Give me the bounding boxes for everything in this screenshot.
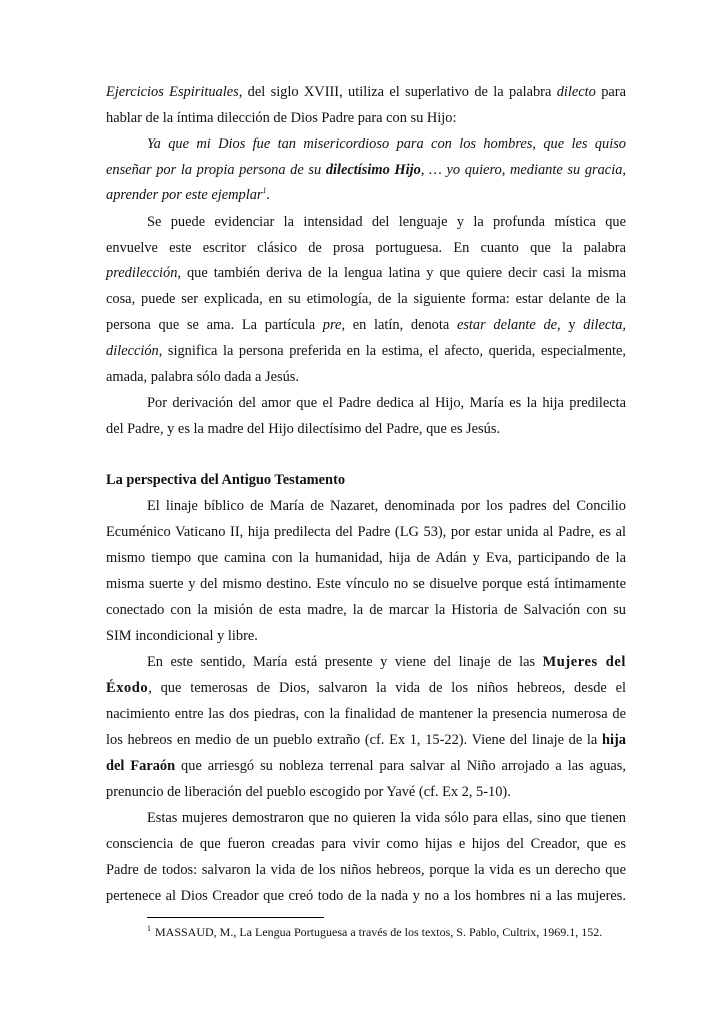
- footnote-number: 1: [147, 924, 151, 933]
- footnote-divider: [147, 917, 324, 918]
- paragraph-line: mismo tiempo que camina con la humanidad, hija de Adán y Eva, participando de la: [106, 550, 626, 566]
- paragraph-line: los hebreos en medio de un pueblo extraño (cf. Ex 1, 15-22). Viene del linaje de la hija: [106, 732, 626, 748]
- footnote: [147, 921, 602, 940]
- paragraph-line: misma suerte y del mismo destino. Este vínculo no se disuelve porque está íntimamente: [106, 576, 626, 592]
- paragraph-line: Se puede evidenciar la intensidad del lenguaje y la profunda mística que: [147, 214, 626, 230]
- paragraph-line: El linaje bíblico de María de Nazaret, denominada por los padres del Concilio: [147, 498, 626, 514]
- paragraph-line: Padre de todos: salvaron la vida de los niños hebreos, porque la vida es un derecho que: [106, 862, 626, 878]
- paragraph-line: prenuncio de liberación del pueblo escogido por Yavé (cf. Ex 2, 5-10).: [106, 784, 511, 800]
- paragraph-line: Éxodo, que temerosas de Dios, salvaron la vida de los niños hebreos, desde el: [106, 680, 626, 696]
- quote-line: enseñar por la propia persona de su dilectísimo Hijo, … yo quiero, mediante su gracia,: [106, 162, 626, 178]
- paragraph-line: predilección, que también deriva de la lengua latina y que quiere decir casi la misma: [106, 265, 626, 281]
- footnote-text: MASSAUD, M., La Lengua Portuguesa a través de los textos, S. Pablo, Cultrix, 1969.1, 152.: [155, 925, 603, 939]
- section-heading: La perspectiva del Antiguo Testamento: [106, 472, 346, 488]
- quote-line: Ya que mi Dios fue tan misericordioso para con los hombres, que les quiso: [147, 136, 626, 152]
- paragraph-line: pertenece al Dios Creador que creó todo de la nada y no a los hombres ni a las mujeres.: [106, 888, 626, 904]
- paragraph-line: del Padre, y es la madre del Hijo dilectísimo del Padre, que es Jesús.: [106, 421, 501, 437]
- paragraph-line: consciencia de que fueron creadas para vivir como hijas e hijos del Creador, que es: [106, 836, 626, 852]
- paragraph-line: nacimiento entre las dos piedras, con la finalidad de mantener la presencia numerosa de: [106, 706, 626, 722]
- paragraph-line: En este sentido, María está presente y viene del linaje de las Mujeres del: [147, 654, 626, 670]
- paragraph-line: persona que se ama. La partícula pre, en latín, denota estar delante de, y dilecta,: [106, 317, 627, 333]
- paragraph-line: SIM incondicional y libre.: [106, 628, 258, 644]
- paragraph-line: dilección, significa la persona preferida en la estima, el afecto, querida, especialmente,: [106, 343, 626, 359]
- paragraph-line: envuelve este escritor clásico de prosa portuguesa. En cuanto que la palabra: [106, 240, 626, 256]
- paragraph-line: Estas mujeres demostraron que no quieren la vida sólo para ellas, sino que tienen: [147, 810, 626, 826]
- quote-line: aprender por este ejemplar$^1$.: [106, 186, 271, 203]
- paragraph-line: Ecuménico Vaticano II, hija predilecta del Padre (LG 53), por estar unida al Padre, es al: [106, 524, 626, 540]
- paragraph-line: conectado con la misión de esta madre, la de marcar la Historia de Salvación con su: [106, 602, 626, 618]
- footnote-reference[interactable]: 1: [262, 186, 267, 196]
- paragraph-line: cosa, puede ser explicada, en su etimología, de la siguiente forma: estar delante de la: [106, 291, 626, 307]
- paragraph-line: Ejercicios Espirituales, del siglo XVIII, utiliza el superlativo de la palabra dilecto para: [106, 84, 626, 100]
- paragraph-line: Por derivación del amor que el Padre dedica al Hijo, María es la hija predilecta: [147, 395, 626, 411]
- paragraph-line: hablar de la íntima dilección de Dios Padre para con su Hijo:: [106, 110, 457, 126]
- paragraph-line: del Faraón que arriesgó su nobleza terrenal para salvar al Niño arrojado a las aguas,: [106, 758, 626, 774]
- paragraph-line: amada, palabra sólo dada a Jesús.: [106, 369, 300, 385]
